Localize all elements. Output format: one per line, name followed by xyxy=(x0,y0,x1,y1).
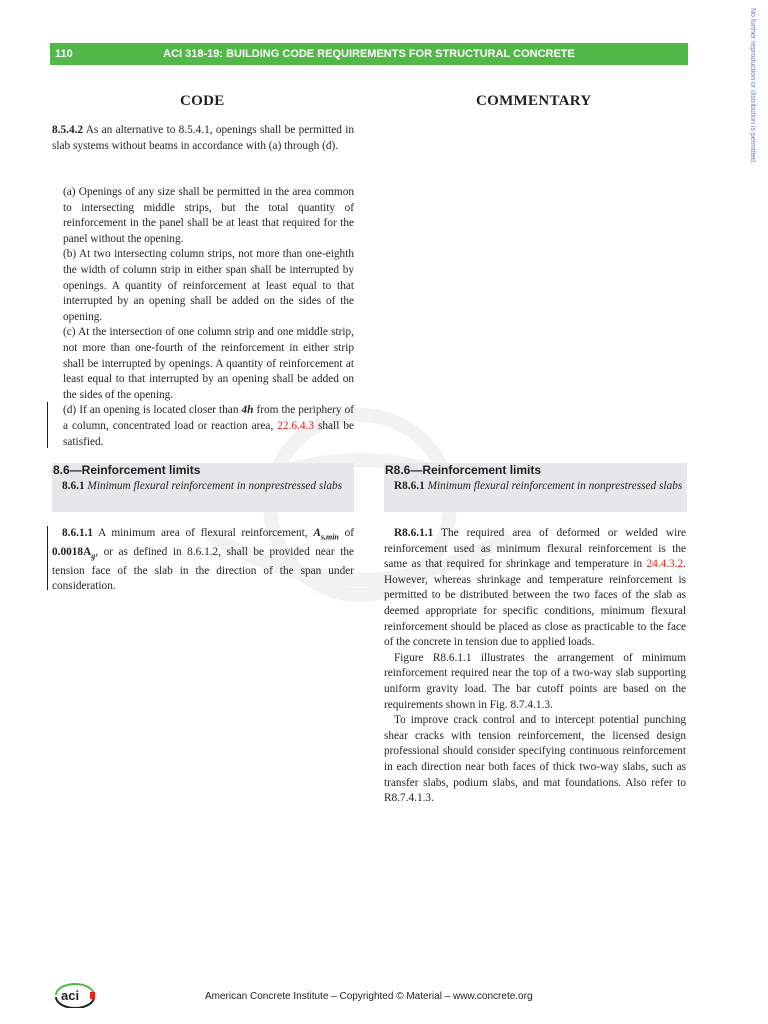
commentary-body xyxy=(384,526,686,807)
code-column-heading: CODE xyxy=(180,93,225,109)
section-title: 8.6—Reinforcement limits xyxy=(53,463,201,477)
section-subtitle: 8.6.1 Minimum flexural reinforcement in nonprestressed slabs xyxy=(62,479,343,492)
variable-4h: 4h xyxy=(241,404,254,417)
commentary-section-r8-6-box xyxy=(384,463,687,512)
commentary-column-heading: COMMENTARY xyxy=(476,93,592,109)
list-item-b: (b) At two intersecting column strips, not more than one-eighth the width of column strip in either span shall be interrupted by openings. A quantity of reinforcement at least equal to that interrupted by an opening shall be added on the sides of the opening. xyxy=(63,248,354,323)
change-bar xyxy=(47,402,48,448)
code-para-8-6-1-1: 8.6.1.1 A minimum area of flexural reinforcement, $A_{s,min}$ of $0.0018A_g$, or as defined in 8.6.1.2, shall be provided near the tension face of the slab in the direction of the span under consideration. xyxy=(52,527,354,593)
copyright-footer: American Concrete Institute – Copyrighted © Material – www.concrete.org xyxy=(205,991,533,1002)
list-item-a: (a) Openings of any size shall be permitted in the area common to intersecting middle strips, but the total quantity of reinforcement in the panel shall be at least that required for the panel without the opening. xyxy=(63,186,354,245)
distribution-notice: No further reproduction or distribution is permitted. xyxy=(749,8,756,165)
page-header-bar xyxy=(50,43,688,65)
reference-link-22-6-4-3[interactable]: 22.6.4.3 xyxy=(277,419,314,432)
list-item-d: (d) If an opening is located closer than 4h from the periphery of a column, concentrated load or reaction area, 22.6.4.3 shall be satisfied. xyxy=(63,404,354,448)
change-bar xyxy=(47,526,48,590)
commentary-para-figure: Figure R8.6.1.1 illustrates the arrangement of minimum reinforcement required near the top of a two-way slab supporting uniform gravity load. The bar cutoff points are based on the requirements shown in Fig. 8.7.4.1.3. xyxy=(384,651,686,711)
reference-link-24-4-3-2[interactable]: 24.4.3.2 xyxy=(646,558,684,571)
code-para-8-5-4-2 xyxy=(52,123,354,154)
section-title: R8.6—Reinforcement limits xyxy=(385,463,542,477)
commentary-para-crack-control: To improve crack control and to intercept potential punching shear cracks with tension reinforcement, the licensed design professional should consider specifying continuous reinforcement in each direction near both faces of thick two-way slabs, such as transfer slabs, podium slabs, and mat foundations. Also refer to R8.7.4.1.3. xyxy=(384,714,686,805)
commentary-para-r8-6-1-1: R8.6.1.1 The required area of deformed or welded wire reinforcement used as minimum flexural reinforcement is the same as that required for shrinkage and temperature in 24.4.3.2. However, whereas shrinkage and temperature reinforcement is permitted to be distributed between the two faces of the slab as deemed appropriate for specific conditions, minimum flexural reinforcement should be placed as close as practicable to the face of the concrete in tension due to applied loads. xyxy=(384,527,686,649)
variable-0-0018ag: $0.0018A_g$ xyxy=(52,545,96,561)
page-number: 110 xyxy=(55,48,73,60)
variable-as-min: $A_{s,min}$ xyxy=(313,527,339,542)
section-subtitle: R8.6.1 Minimum flexural reinforcement in nonprestressed slabs xyxy=(394,479,683,492)
code-section-8-6-box xyxy=(52,463,354,512)
aci-logo xyxy=(52,982,98,1008)
list-item-c: (c) At the intersection of one column strip and one middle strip, not more than one-fourth of the reinforcement in either strip shall be interrupted by openings. A quantity of reinforcement at least equal to that interrupted by an opening shall be added on the sides of the opening. xyxy=(63,326,354,401)
aci-logo-text: aci xyxy=(61,988,80,1003)
clause-number: 8.5.4.2 xyxy=(52,124,84,136)
code-item-list xyxy=(63,185,354,450)
clause-text: As an alternative to 8.5.4.1, openings shall be permitted in slab systems without beams in accordance with (a) through (d). xyxy=(52,124,354,152)
document-title: ACI 318-19: BUILDING CODE REQUIREMENTS FOR STRUCTURAL CONCRETE xyxy=(163,48,575,60)
